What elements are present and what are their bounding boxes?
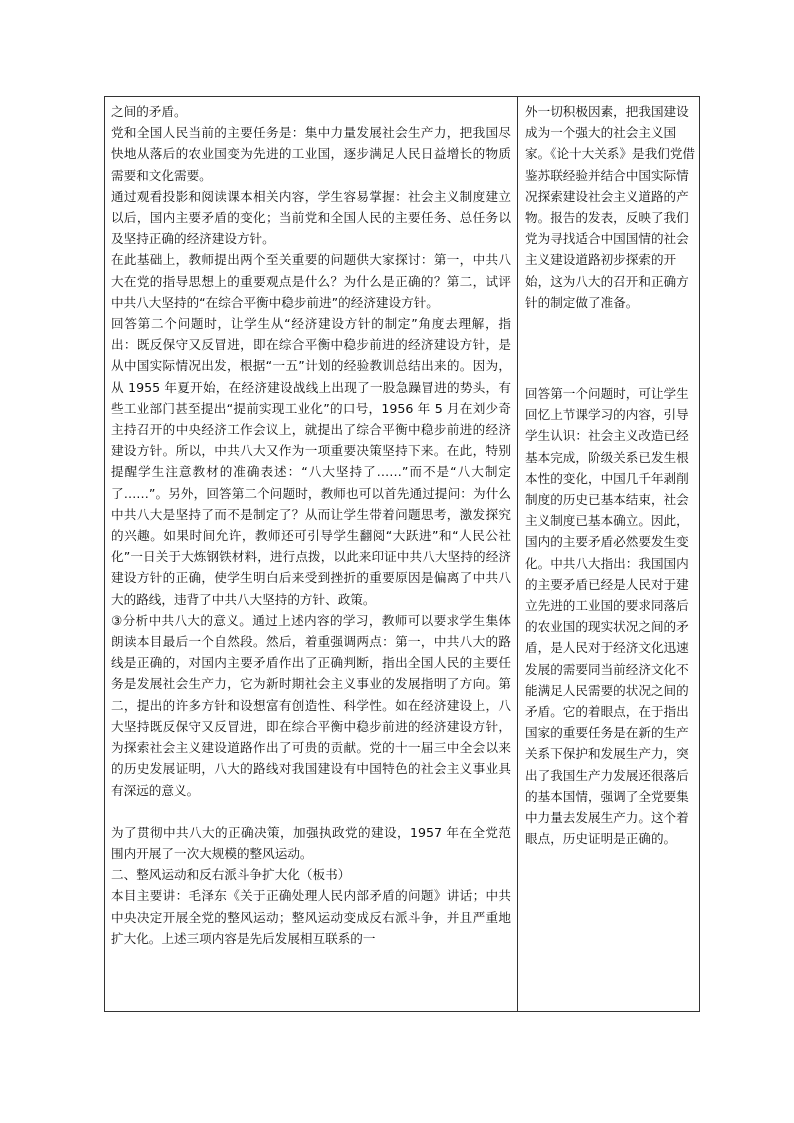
lesson-table	[104, 96, 700, 1012]
paragraph-contradiction-end: 之间的矛盾。	[111, 104, 187, 119]
note-first-question-answer: 回答第一个问题时，可让学生回忆上节课学习的内容，引导学生认识：社会主义改造已经基本完成，阶级关系已发生根本性的变化，中国几千年剥削制度的历史已基本结束，社会主义制度已基本确立。因此，国内的主要矛盾必然要发生变化。中共八大指出：我国国内的主要矛盾已经是人民对于建立先进的工业国的要求同落后的农业国的现实状况之间的矛盾，是人民对于经济文化迅速发展的需要同当前经济文化不能满足人民需要的状况之间的矛盾。它的着眼点，在于指出国家的重要任务是在新的生产关系下保护和发展生产力，突出了我国生产力发展还很落后的基本国情，强调了全党要集中力量去发展生产力。这个着眼点，历史证明是正确的。	[525, 386, 689, 847]
note-ten-relationships: 外一切积极因素，把我国建设成为一个强大的社会主义国家。《论十大关系》是我们党借鉴苏联经验并结合中国实际情况探索建设社会主义道路的产物。报告的发表，反映了我们党为寻找适合中国国情的社会主义建设道路初步探索的开始，这为八大的召开和正确方针的制定做了准备。	[525, 104, 696, 310]
paragraph-two-questions: 在此基础上，教师提出两个至关重要的问题供大家探讨：第一，中共八大在党的指导思想上的重要观点是什么？为什么是正确的？第二，试评中共八大坚持的“在综合平衡中稳步前进”的经济建设方针。	[111, 252, 511, 310]
paragraph-rectification-intro: 为了贯彻中共八大的正确决策，加强执政党的建设，1957 年在全党范围内开展了一次大规模的整风运动。	[111, 824, 511, 861]
blank-line	[111, 801, 511, 822]
paragraph-section-summary: 本目主要讲：毛泽东《关于正确处理人民内部矛盾的问题》讲话；中共中央决定开展全党的整风运动；整风运动变成反右派斗争，并且严重地扩大化。上述三项内容是先后发展相互联系的一	[111, 888, 511, 946]
teaching-process-cell	[105, 97, 517, 1011]
paragraph-projection-reading: 通过观看投影和阅读课本相关内容，学生容易掌握：社会主义制度建立以后，国内主要矛盾的变化；当前党和全国人民的主要任务、总任务以及坚持正确的经济建设方针。	[111, 188, 511, 247]
paragraph-main-task: 党和全国人民当前的主要任务是：集中力量发展社会生产力，把我国尽快地从落后的农业国变为先进的工业国，逐步满足人民日益增长的物质需要和文化需要。	[111, 125, 511, 183]
design-intent-cell	[518, 97, 699, 1011]
section-heading-rectification: 二、整风运动和反右派斗争扩大化（板书）	[111, 867, 351, 883]
blank-gap	[525, 313, 695, 383]
paragraph-significance: ③分析中共八大的意义。通过上述内容的学习，教师可以要求学生集体朗读本目最后一个自然段。然后，着重强调两点：第一，中共八大的路线是正确的，对国内主要矛盾作出了正确判断，指出全国人民的主要任务是发展社会生产力，它为新时期社会主义事业的发展指明了方向。第二，提出的许多方针和设想富有创造性、科学性。如在经济建设上，八大坚持既反保守又反冒进，即在综合平衡中稳步前进的经济建设方针，为探索社会主义建设道路作出了可贵的贡献。党的十一届三中全会以来的历史发展证明，八大的路线对我国建设有中国特色的社会主义事业具有深远的意义。	[111, 612, 511, 798]
paragraph-second-question-answer: 回答第二个问题时，让学生从“经济建设方针的制定”角度去理解，指出：既反保守又反冒进，即在综合平衡中稳步前进的经济建设方针，是从中国实际情况出发，根据“一五”计划的经验教训总结出来的。因为，从 1955 年夏开始，在经济建设战线上出现了一股急躁冒进的势头，有些工业部门甚至提出“提前实现工业化”的口号，1956 年 5 月在刘少奇主持召开的中央经济工作会议上，就提出了综合平衡中稳步前进的经济建设方针。所以，中共八大又作为一项重要决策坚持下来。在此，特别提醒学生注意教材的准确表述：“八大坚持了……”而不是“八大制定了……”。另外，回答第二个问题时，教师也可以首先通过提问：为什么中共八大是坚持了而不是制定了？从而让学生带着问题思考，激发探究的兴趣。如果时间允许，教师还可引导学生翻阅“大跃进”和“人民公社化”一日关于大炼钢铁材料，进行点拨，以此来印证中共八大坚持的经济建设方针的正确，使学生明白后来受到挫折的重要原因是偏离了中共八大的路线，违背了中共八大坚持的方针、政策。	[111, 316, 511, 607]
